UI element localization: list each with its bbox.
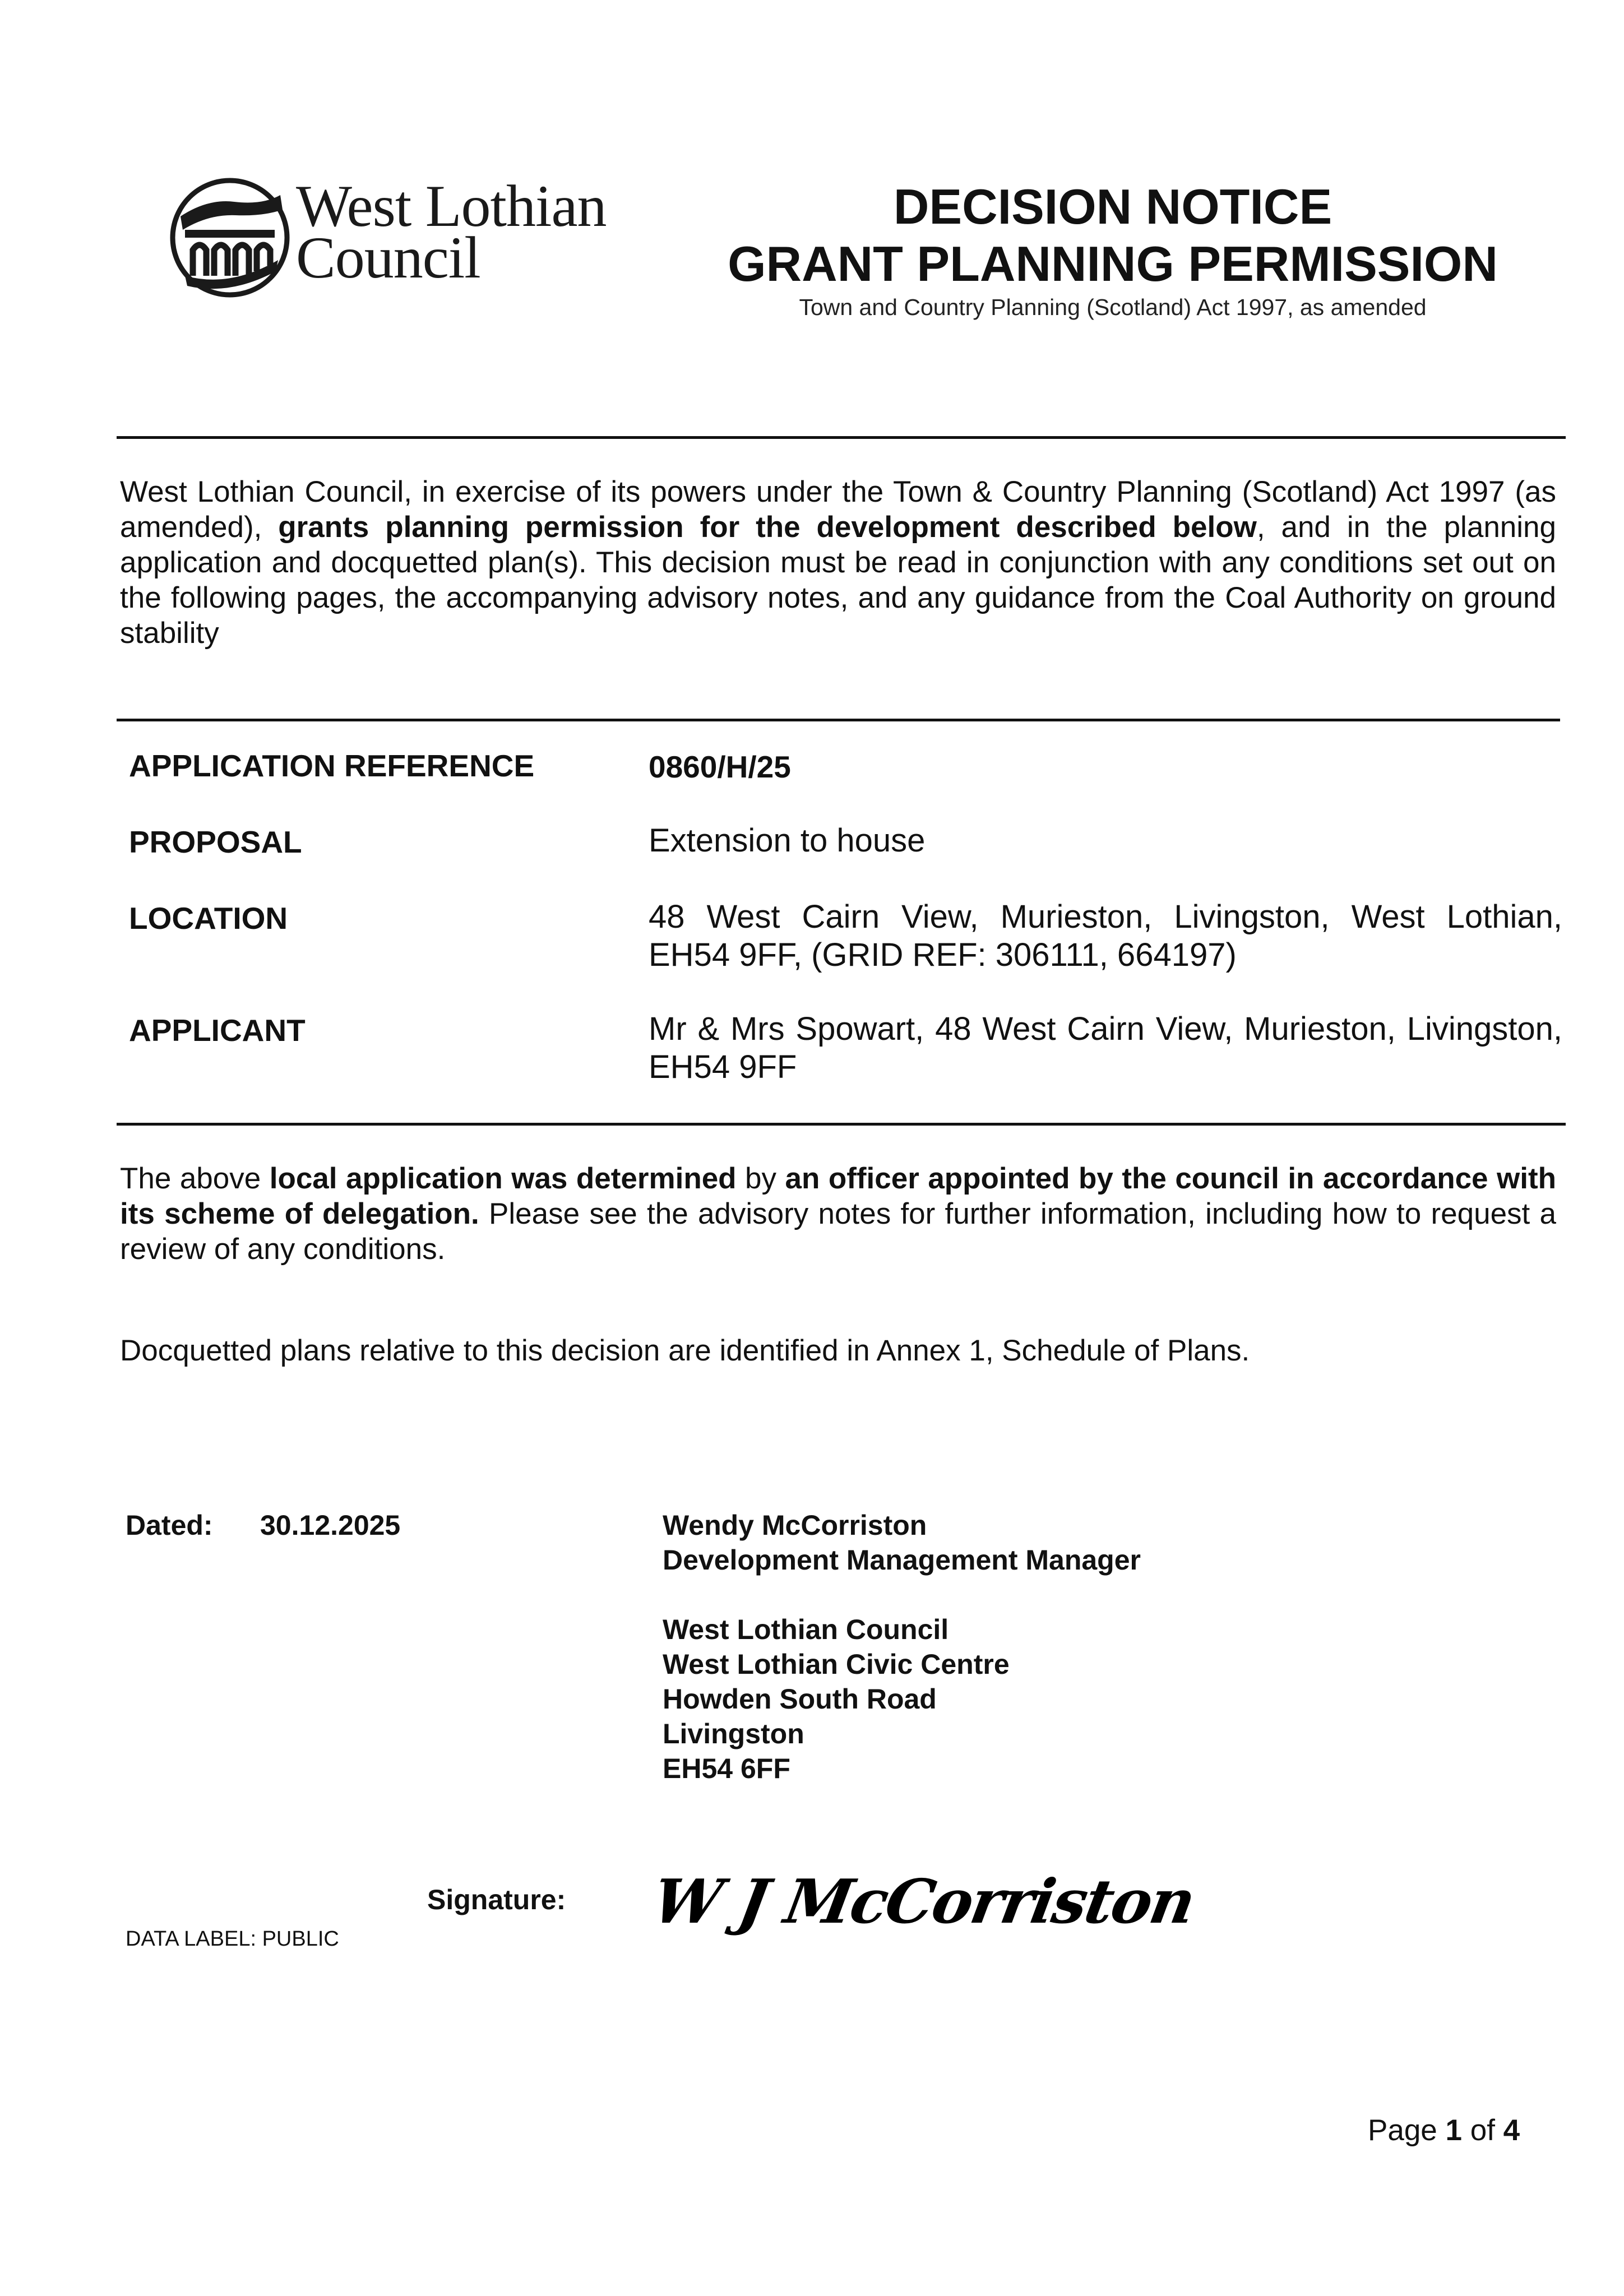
reference-label: APPLICATION REFERENCE — [129, 748, 535, 783]
plans-note: Docquetted plans relative to this decision are identified in Annex 1, Schedule of Plans. — [120, 1334, 1250, 1367]
page-current: 1 — [1445, 2114, 1462, 2147]
determination-text-1: The above — [120, 1162, 270, 1195]
logo-line-2: Council — [296, 225, 480, 290]
location-label: LOCATION — [129, 901, 288, 936]
council-logo — [168, 174, 628, 308]
location-value: 48 West Cairn View, Murieston, Livingston, West Lothian, EH54 9FF, (GRID REF: 306111, 664197) — [649, 899, 1562, 973]
applicant-label: APPLICANT — [129, 1013, 306, 1048]
intro-text-2: , and in the planning application and docquetted plan(s). This decision must be read in conjunction with any conditions set out on the following pages, the accompanying advisory notes, and any guidance from the Coal Authority on ground stability — [120, 511, 1556, 650]
determination-text-2: by — [736, 1162, 785, 1195]
page-title: DECISION NOTICE — [893, 179, 1332, 234]
address-line-4: Livingston — [663, 1718, 804, 1749]
divider-top — [117, 436, 1566, 439]
page-number — [1368, 2113, 1520, 2147]
logo-line-1: West Lothian — [296, 173, 607, 239]
dated-value: 30.12.2025 — [260, 1510, 401, 1541]
data-label: DATA LABEL: PUBLIC — [126, 1927, 339, 1951]
determination-text-3: Please see the advisory notes for further information, including how to request a review of any conditions. — [120, 1197, 1556, 1266]
officer-block — [663, 1508, 1141, 1786]
divider-fields-bottom — [117, 1123, 1566, 1126]
proposal-value: Extension to house — [649, 822, 926, 859]
applicant-value: Mr & Mrs Spowart, 48 West Cairn View, Murieston, Livingston, EH54 9FF — [649, 1011, 1562, 1085]
dated-label: Dated: — [126, 1510, 213, 1541]
reference-value: 0860/H/25 — [649, 749, 791, 784]
page-total: 4 — [1503, 2114, 1520, 2147]
viaduct-emblem-icon — [168, 176, 292, 299]
address-line-3: Howden South Road — [663, 1683, 937, 1715]
intro-bold: grants planning permission for the development described below — [278, 511, 1257, 544]
intro-paragraph — [120, 474, 1556, 651]
page-prefix: Page — [1368, 2114, 1446, 2147]
determination-paragraph — [120, 1161, 1556, 1267]
address-line-1: West Lothian Council — [663, 1614, 949, 1645]
officer-title: Development Management Manager — [663, 1544, 1141, 1576]
signature-label: Signature: — [427, 1884, 566, 1915]
determination-bold-2: an officer appointed by the council in accordance with its scheme of delegation. — [120, 1162, 1556, 1230]
intro-text-1: West Lothian Council, in exercise of its powers under the Town & Country Planning (Scotland) Act 1997 (as amended), — [120, 475, 1556, 544]
legislation-note: Town and Country Planning (Scotland) Act 1997, as amended — [799, 294, 1427, 320]
page-middle: of — [1462, 2114, 1503, 2147]
divider-fields-top — [117, 719, 1560, 721]
handwritten-signature: W J McCorriston — [647, 1867, 1200, 1937]
page-subtitle: GRANT PLANNING PERMISSION — [728, 236, 1498, 291]
proposal-label: PROPOSAL — [129, 825, 302, 859]
address-line-2: West Lothian Civic Centre — [663, 1649, 1010, 1680]
address-line-5: EH54 6FF — [663, 1753, 790, 1784]
officer-name: Wendy McCorriston — [663, 1510, 927, 1541]
determination-bold-1: local application was determined — [269, 1162, 737, 1195]
